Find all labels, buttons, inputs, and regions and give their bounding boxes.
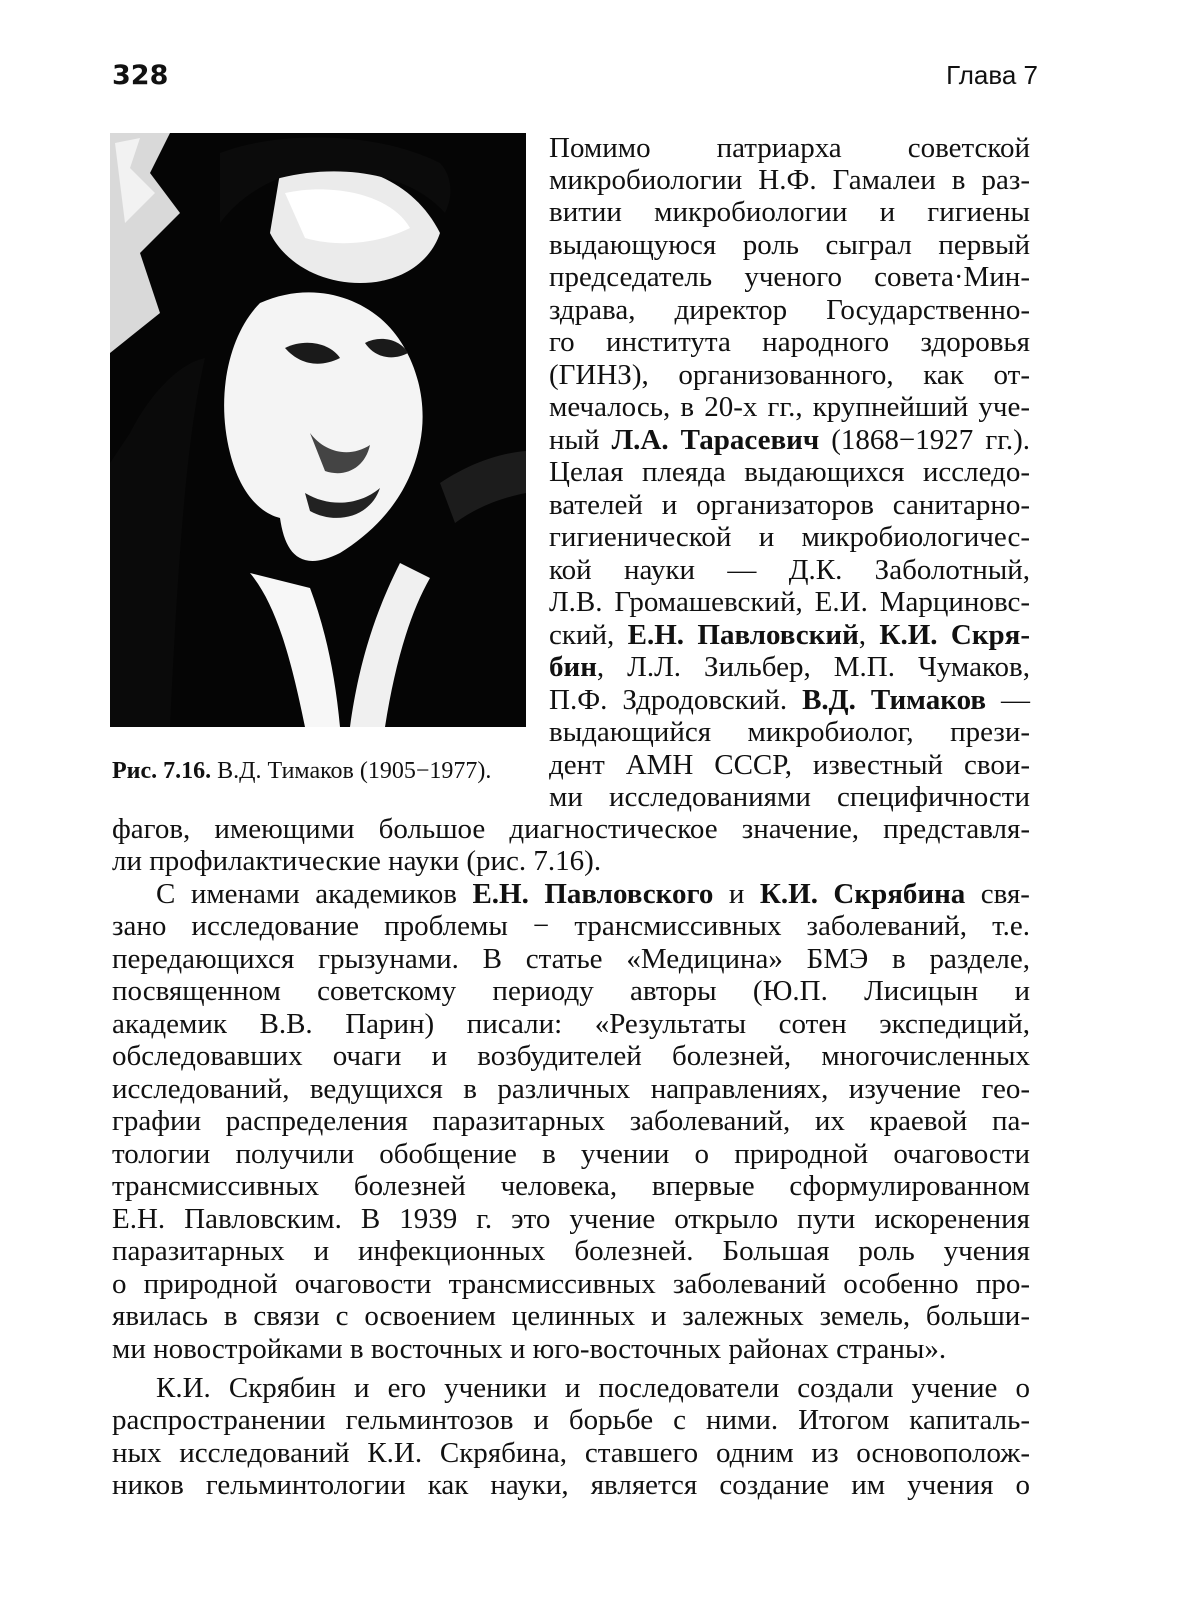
- text-line: витии микробиологии и гигиены: [549, 196, 1030, 228]
- portrait-photo: [110, 133, 526, 727]
- text-line: Целая плеяда выдающихся исследо-: [549, 456, 1030, 488]
- text-line: трансмиссивных болезней человека, впервые сформулированном: [112, 1170, 1030, 1202]
- text-line: микробиологии Н.Ф. Гамалеи в раз-: [549, 164, 1030, 196]
- figure-caption-text: В.Д. Тимаков (1905−1977).: [217, 758, 492, 784]
- text-line: С именами академиков Е.Н. Павловского и К.И. Скрябина свя-: [156, 878, 1030, 910]
- text-line: выдающийся микробиолог, прези-: [549, 716, 1030, 748]
- text-line: бин, Л.Л. Зильбер, М.П. Чумаков,: [549, 651, 1030, 683]
- text-line: о природной очаговости трансмиссивных заболеваний особенно про-: [112, 1268, 1030, 1300]
- chapter-title: Глава 7: [946, 60, 1038, 90]
- text-line: фагов, имеющими большое диагностическое значение, представля-: [112, 813, 1030, 845]
- text-line: тологии получили обобщение в учении о природной очаговости: [112, 1138, 1030, 1170]
- text-line: мечалось, в 20-х гг., крупнейший уче-: [549, 391, 1030, 423]
- figure-label: Рис. 7.16.: [112, 758, 212, 784]
- text-line: ский, Е.Н. Павловский, К.И. Скря-: [549, 619, 1031, 651]
- text-line: К.И. Скрябин и его ученики и последователи создали учение о: [156, 1372, 1030, 1404]
- text-line: (ГИНЗ), организованного, как от-: [549, 359, 1030, 391]
- text-line: ный Л.А. Тарасевич (1868−1927 гг.).: [549, 424, 1030, 456]
- text-line: го института народного здоровья: [549, 326, 1030, 358]
- text-line: академик В.В. Парин) писали: «Результаты сотен экспедиций,: [112, 1008, 1030, 1040]
- text-line: дент АМН СССР, известный свои-: [549, 749, 1030, 781]
- text-line: обследовавших очаги и возбудителей болезней, многочисленных: [112, 1040, 1030, 1072]
- text-line: графии распределения паразитарных заболеваний, их краевой па-: [112, 1105, 1030, 1137]
- text-line: председатель ученого совета·Мин-: [549, 261, 1030, 293]
- page-header: [112, 60, 1038, 100]
- text-line: Помимо патриарха советской: [549, 132, 1030, 164]
- text-line: распространении гельминтозов и борьбе с ними. Итогом капиталь-: [112, 1404, 1030, 1436]
- text-line: передающихся грызунами. В статье «Медицина» БМЭ в разделе,: [112, 943, 1030, 975]
- text-line: Л.В. Громашевский, Е.И. Марциновс-: [549, 586, 1030, 618]
- text-line: исследований, ведущихся в различных направлениях, изучение гео-: [112, 1073, 1030, 1105]
- text-line: ников гельминтологии как науки, является создание им учения о: [112, 1469, 1030, 1501]
- text-line: явилась в связи с освоением целинных и залежных земель, больши-: [112, 1300, 1030, 1332]
- text-line: паразитарных и инфекционных болезней. Большая роль учения: [112, 1235, 1030, 1267]
- figure-caption: [112, 758, 532, 785]
- text-line: ли профилактические науки (рис. 7.16).: [112, 845, 602, 877]
- text-line: Е.Н. Павловским. В 1939 г. это учение открыло пути искоренения: [112, 1203, 1030, 1235]
- text-line: кой науки — Д.К. Заболотный,: [549, 554, 1030, 586]
- text-line: ми исследованиями специфичности: [549, 781, 1030, 813]
- text-line: П.Ф. Здродовский. В.Д. Тимаков —: [549, 684, 1030, 716]
- text-line: зано исследование проблемы − трансмиссивных заболеваний, т.е.: [112, 910, 1030, 942]
- text-line: ми новостройками в восточных и юго-восточных районах страны».: [112, 1333, 947, 1365]
- text-line: ных исследований К.И. Скрябина, ставшего одним из основополож-: [112, 1437, 1030, 1469]
- text-line: здрава, директор Государственно-: [549, 294, 1030, 326]
- text-line: посвященном советскому периоду авторы (Ю.П. Лисицын и: [112, 975, 1030, 1007]
- text-line: гигиенической и микробиологичес-: [549, 521, 1030, 553]
- page-number: 328: [112, 60, 169, 91]
- text-line: выдающуюся роль сыграл первый: [549, 229, 1030, 261]
- text-line: вателей и организаторов санитарно-: [549, 489, 1030, 521]
